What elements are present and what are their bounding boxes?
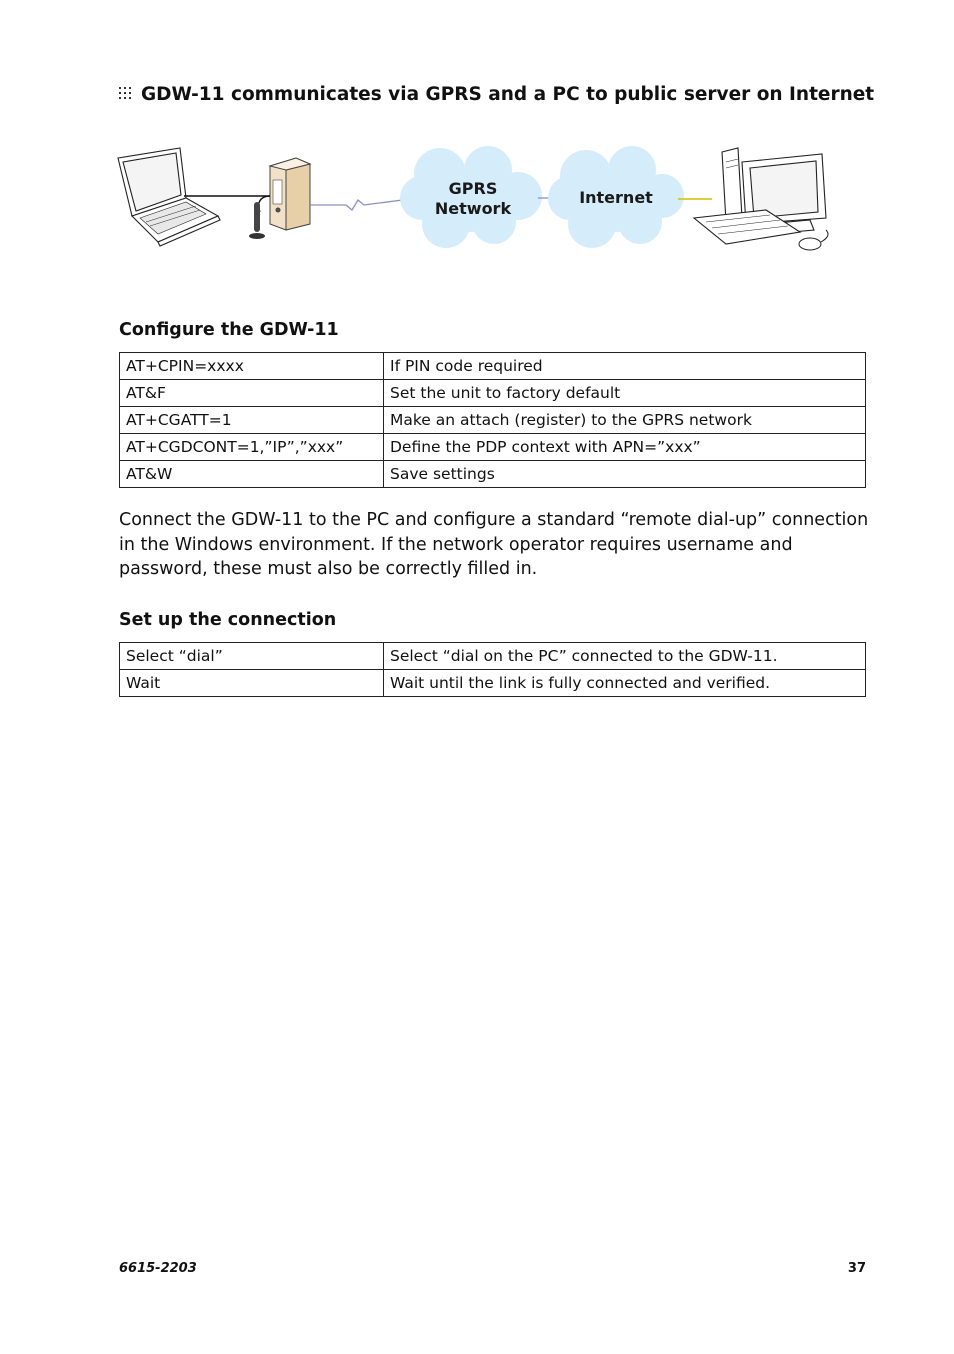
network-diagram — [110, 140, 840, 260]
description-cell: Wait until the link is fully connected and verified. — [384, 670, 866, 697]
configure-table — [119, 352, 866, 488]
command-cell: AT+CPIN=xxxx — [120, 353, 384, 380]
connection-table — [119, 642, 866, 697]
internet-label: Internet — [579, 188, 653, 207]
radio-link — [310, 199, 410, 210]
description-cell: Make an attach (register) to the GPRS network — [384, 407, 866, 434]
desktop-computer-icon — [694, 148, 826, 244]
command-cell: AT&F — [120, 380, 384, 407]
section-title — [119, 84, 874, 105]
configure-heading: Configure the GDW-11 — [119, 320, 339, 340]
table-row — [120, 380, 866, 407]
page-number: 37 — [847, 1261, 866, 1276]
table-row — [120, 407, 866, 434]
gprs-label-line1: GPRS — [448, 179, 498, 198]
gdw11-modem-icon — [258, 158, 310, 230]
grid-bullet-icon — [119, 87, 131, 99]
command-cell: AT+CGATT=1 — [120, 407, 384, 434]
description-cell: If PIN code required — [384, 353, 866, 380]
document-number: 6615-2203 — [119, 1261, 197, 1276]
table-row — [120, 461, 866, 488]
body-paragraph: Connect the GDW-11 to the PC and configure a standard “remote dial-up” connection in the Windows environment. If the network operator requires username and password, these must also be correctly filled in. — [119, 510, 869, 579]
command-cell: AT&W — [120, 461, 384, 488]
description-cell: Set the unit to factory default — [384, 380, 866, 407]
description-cell: Select “dial on the PC” connected to the GDW-11. — [384, 643, 866, 670]
action-cell: Select “dial” — [120, 643, 384, 670]
laptop-icon — [118, 148, 220, 246]
command-cell: AT+CGDCONT=1,”IP”,”xxx” — [120, 434, 384, 461]
description-cell: Save settings — [384, 461, 866, 488]
table-row — [120, 434, 866, 461]
gprs-label-line2: Network — [434, 199, 512, 218]
description-cell: Define the PDP context with APN=”xxx” — [384, 434, 866, 461]
mouse-icon — [799, 230, 828, 250]
antenna-icon — [249, 202, 265, 239]
action-cell: Wait — [120, 670, 384, 697]
section-title-text: GDW-11 communicates via GPRS and a PC to public server on Internet — [141, 84, 875, 105]
table-row — [120, 353, 866, 380]
table-row — [120, 643, 866, 670]
table-row — [120, 670, 866, 697]
connection-heading: Set up the connection — [119, 610, 337, 630]
